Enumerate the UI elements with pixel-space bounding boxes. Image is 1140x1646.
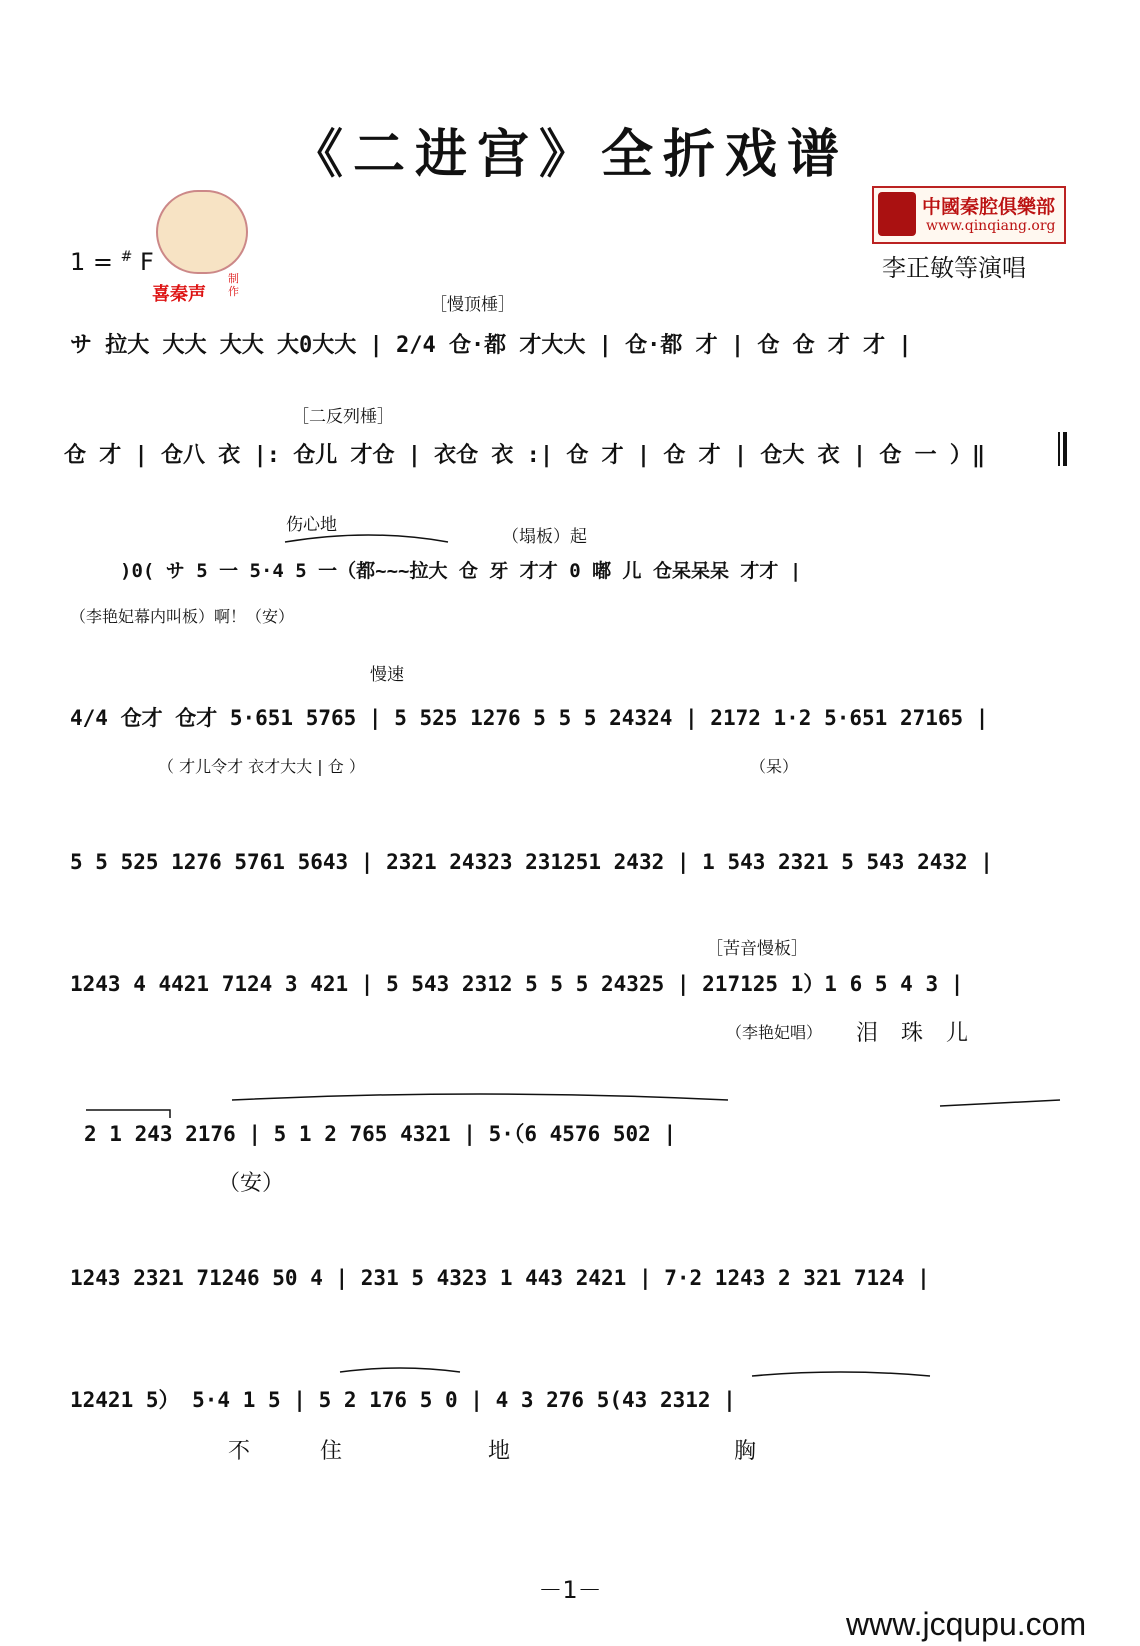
key-accidental: #	[120, 249, 133, 265]
final-barline	[1058, 432, 1060, 466]
section-label: ［慢顶棰］	[430, 295, 515, 315]
stage-direction: （安）	[218, 1171, 285, 1196]
lyric-char: 胸	[734, 1439, 757, 1464]
club-name: 中國秦腔俱樂部	[922, 196, 1056, 218]
score-line: )0( サ 5 一 5·4 5 一（都~~~拉大 仓 牙 才才 0 嘟 儿 仓呆呆呆 才才 |	[120, 560, 802, 582]
slur	[86, 1110, 170, 1118]
slur	[752, 1372, 930, 1376]
singer-note: （李艳妃唱）	[726, 1023, 823, 1042]
score-line: 4/4 仓才 仓才 5·651 5765 | 5 525 1276 5 5 5 24324 | 2172 1·2 5·651 27165 |	[70, 706, 989, 730]
score-line: 1243 4 4421 7124 3 421 | 5 543 2312 5 5 5 24325 | 217125 1）1 6 5 4 3 |	[70, 972, 964, 996]
section-label: （塌板）起	[502, 527, 587, 547]
stage-direction: （李艳妃幕内叫板）啊！（安）	[70, 607, 295, 626]
lyric-text: 泪 珠 儿	[856, 1021, 976, 1046]
score-line: 仓 才 | 仓八 衣 |: 仓儿 才仓 | 衣仓 衣 :| 仓 才 | 仓 才 | 仓大 衣 | 仓 一 ）‖	[64, 443, 986, 468]
site-watermark[interactable]: www.jcqupu.com	[846, 1606, 1087, 1642]
slur	[285, 535, 448, 542]
score-line: 2 1 243 2176 | 5 1 2 765 4321 | 5·（6 4576 502 |	[84, 1122, 677, 1146]
section-label: ［苦音慢板］	[706, 939, 808, 959]
key-signature: 1 = # F	[70, 248, 154, 276]
final-barline	[1063, 432, 1067, 466]
badge-sub: 制作	[228, 272, 239, 298]
score-line: 1243 2321 71246 50 4 | 231 5 4323 1 443 2421 | 7·2 1243 2 321 7124 |	[70, 1266, 930, 1290]
score-line: サ 拉大 大大 大大 大0大大 | 2/4 仓·都 才大大 | 仓·都 才 | 仓 仓 才 才 |	[70, 333, 912, 358]
score-line: 5 5 525 1276 5761 5643 | 2321 24323 231251 2432 | 1 543 2321 5 543 2432 |	[70, 850, 993, 874]
page-number: －1－	[538, 1576, 602, 1604]
lyric-char: 住	[320, 1439, 343, 1464]
lyric-char: 不	[228, 1439, 251, 1464]
performer: 李正敏等演唱	[882, 254, 1026, 282]
slur	[940, 1100, 1060, 1106]
tempo-label: 慢速	[370, 665, 404, 685]
section-label: ［二反列棰］	[292, 407, 394, 427]
page-title: 《二进宫》全折戏谱	[290, 124, 849, 185]
percussion-note: （呆）	[750, 757, 799, 776]
badge-text: 喜秦声	[152, 284, 206, 305]
club-url: www.qinqiang.org	[926, 218, 1056, 234]
score-line: 12421 5） 5·4 1 5 | 5 2 176 5 0 | 4 3 276 5(43 2312 |	[70, 1388, 736, 1412]
percussion-line: （ 才儿令才 衣才大大 | 仓 ）	[158, 757, 365, 776]
slur	[232, 1094, 728, 1100]
slur	[340, 1368, 460, 1372]
lyric-char: 地	[488, 1439, 511, 1464]
lyric-label: 伤心地	[286, 515, 337, 535]
